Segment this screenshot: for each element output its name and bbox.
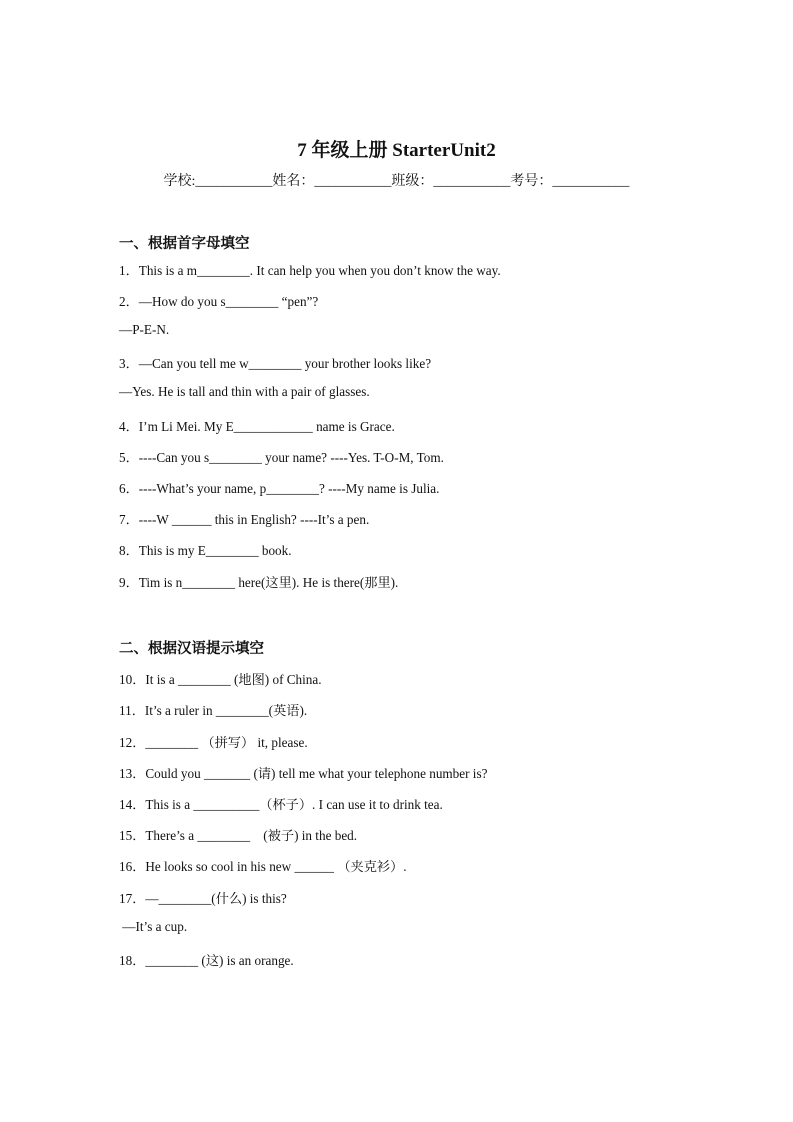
question-line: 16．He looks so cool in his new ______ （夹克衫）. <box>119 859 407 874</box>
question-line: 11．It’s a ruler in ________(英语). <box>119 703 308 718</box>
section-heading-2: 二、根据汉语提示填空 <box>119 641 264 657</box>
question-line: 6．----What’s your name, p________? ----My name is Julia. <box>119 481 440 496</box>
question-line: 3．—Can you tell me w________ your brother looks like? <box>119 356 432 371</box>
question-line: 13．Could you _______ (请) tell me what your telephone number is? <box>119 766 488 781</box>
question-line: 7．----W ______ this in English? ----It’s a pen. <box>119 512 370 527</box>
answer-line: —It’s a cup. <box>119 919 188 934</box>
question-line: 17．—________(什么) is this? <box>119 891 287 906</box>
question-line: 15．There’s a ________ (被子) in the bed. <box>119 828 358 843</box>
question-line: 18．________ (这) is an orange. <box>119 953 294 968</box>
question-line: 9．Tim is n________ here(这里). He is there(那里). <box>119 575 399 590</box>
question-line: 8．This is my E________ book. <box>119 543 292 558</box>
student-info-line: 学校:___________姓名：___________班级：___________考号：___________ <box>163 174 630 189</box>
page-title: 7 年级上册 StarterUnit2 <box>297 140 496 161</box>
answer-line: —Yes. He is tall and thin with a pair of glasses. <box>119 384 370 399</box>
question-line: 14．This is a __________（杯子）. I can use it to drink tea. <box>119 797 443 812</box>
question-line: 2．—How do you s________ “pen”? <box>119 294 319 309</box>
answer-line: —P-E-N. <box>119 322 170 337</box>
question-line: 10．It is a ________ (地图) of China. <box>119 672 322 687</box>
question-line: 12．________ （拼写） it, please. <box>119 735 308 750</box>
question-line: 5．----Can you s________ your name? ----Yes. T-O-M, Tom. <box>119 450 444 465</box>
question-line: 1．This is a m________. It can help you when you don’t know the way. <box>119 263 501 278</box>
question-line: 4．I’m Li Mei. My E____________ name is Grace. <box>119 419 395 434</box>
section-heading-1: 一、根据首字母填空 <box>119 236 250 252</box>
